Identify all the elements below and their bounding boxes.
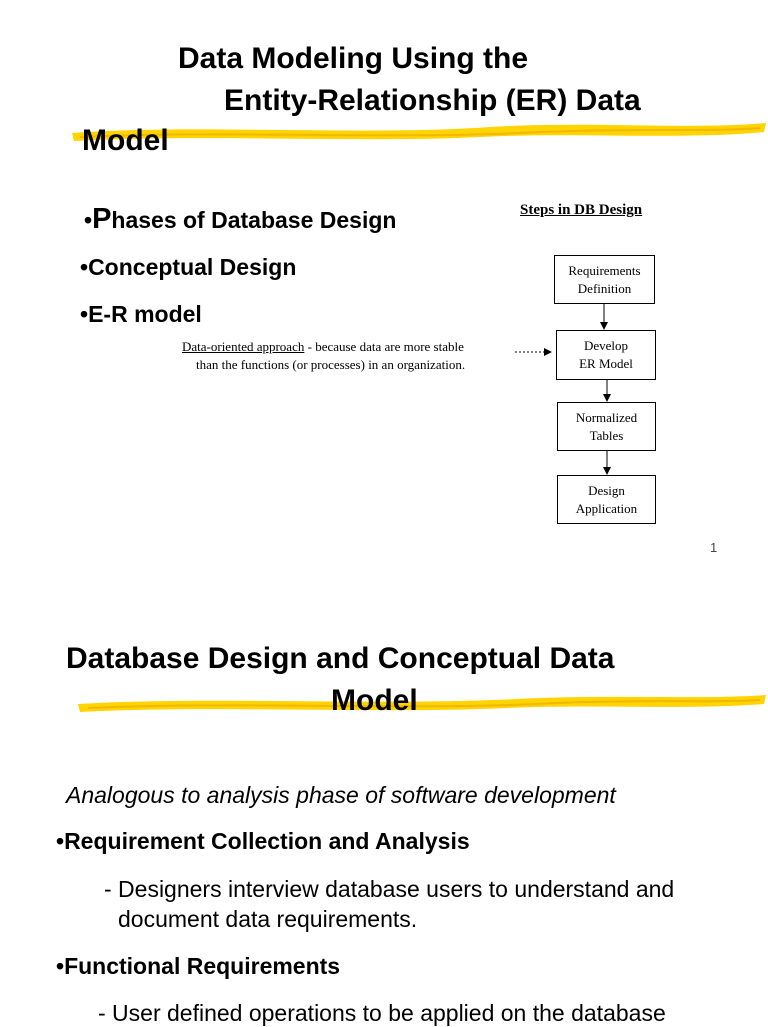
slide-2-title-line-1: Database Design and Conceptual Data xyxy=(66,642,615,675)
requirement-collection-desc-line-1: - Designers interview database users to understand and xyxy=(104,876,675,902)
bullet-er-model-text: E-R model xyxy=(88,301,202,327)
slide-1-title-line-1: Data Modeling Using the xyxy=(178,42,529,75)
note-underlined-term: Data-oriented approach xyxy=(182,339,305,354)
note-line-1-rest: - because data are more stable xyxy=(304,339,464,354)
step-label-line-1: Develop xyxy=(583,338,629,353)
step-normalized-tables xyxy=(557,402,656,451)
functional-requirements-desc-line-1: - User defined operations to be applied on the database xyxy=(98,1000,666,1026)
step-develop-er-model xyxy=(556,330,656,380)
heading-functional-requirements xyxy=(56,953,340,980)
bullet-phases-text: hases of Database Design xyxy=(111,207,397,233)
requirement-collection-desc-line-2: document data requirements. xyxy=(118,906,418,932)
bullet-initial-letter: P xyxy=(92,203,112,235)
slide-1-title-line-2: Entity-Relationship (ER) Data xyxy=(224,84,641,117)
heading-requirement-collection xyxy=(56,828,470,855)
step-label-line-2: ER Model xyxy=(579,356,633,371)
heading-requirement-collection-text: Requirement Collection and Analysis xyxy=(64,828,470,854)
step-label-line-2: Tables xyxy=(589,427,624,443)
step-label-line-1: Normalized xyxy=(575,409,638,425)
diagram-title: Steps in DB Design xyxy=(520,202,643,218)
page-number: 1 xyxy=(710,540,718,555)
slide-2-subtitle: Analogous to analysis phase of software development xyxy=(66,782,616,808)
bullet-glyph: • xyxy=(80,301,89,327)
slide-2-title-line-2: Model xyxy=(331,684,418,717)
step-label-line-2: Definition xyxy=(577,280,632,296)
step-design-application xyxy=(557,475,656,524)
step-label-line-1: Design xyxy=(588,482,625,498)
heading-functional-requirements-text: Functional Requirements xyxy=(64,953,341,979)
step-label-line-1: Requirements xyxy=(568,262,641,278)
bullet-glyph: • xyxy=(84,207,93,233)
bullet-conceptual-design-text: Conceptual Design xyxy=(88,254,297,280)
bullet-glyph: • xyxy=(80,254,89,280)
step-label-line-2: Application xyxy=(575,500,638,516)
bullet-glyph: • xyxy=(56,953,65,979)
step-requirements-definition xyxy=(554,255,655,304)
title-highlight-stroke xyxy=(76,690,768,716)
note-line-2: than the functions (or processes) in an organization. xyxy=(196,357,466,372)
slide-1-title-line-3: Model xyxy=(82,124,169,157)
bullet-glyph: • xyxy=(56,828,65,854)
